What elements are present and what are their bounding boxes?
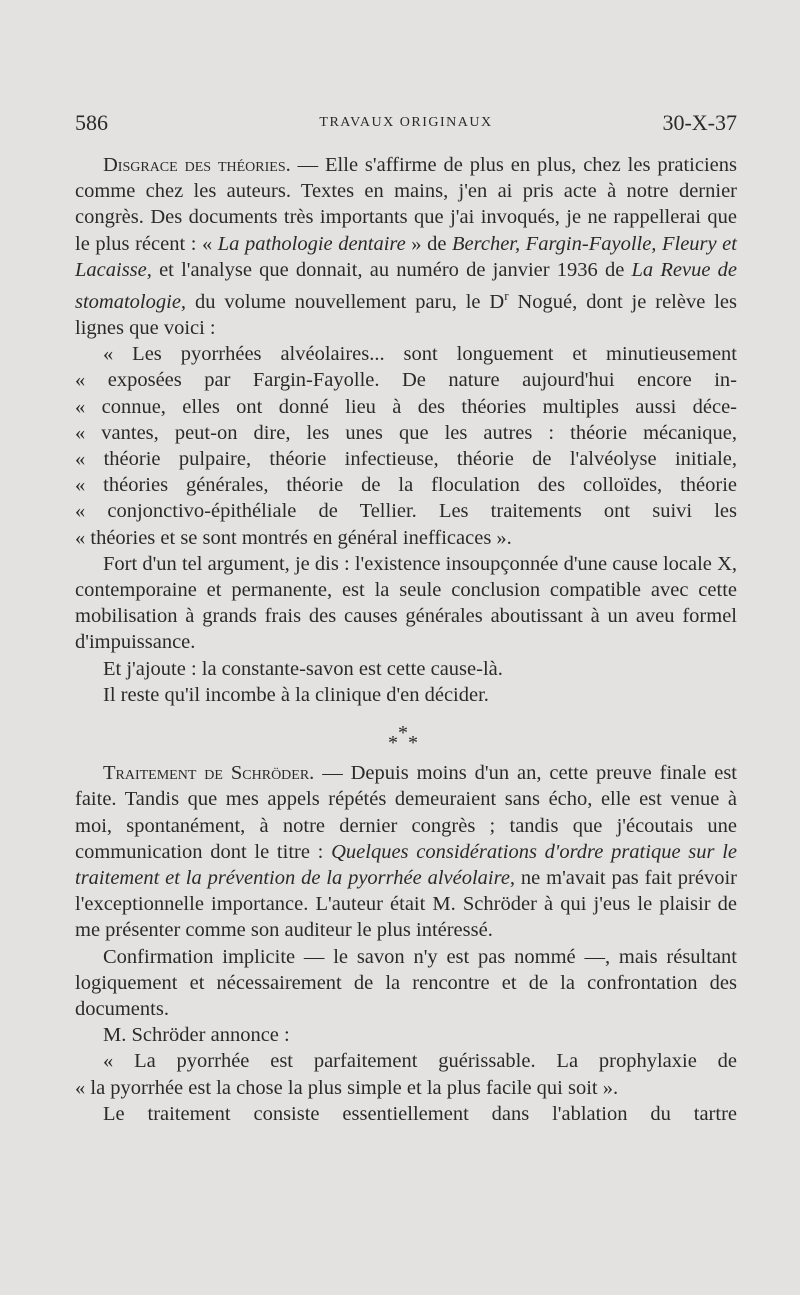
- paragraph-ajoute: Et j'ajoute : la constante-savon est cette cause-là.: [103, 657, 503, 680]
- superscript: r: [504, 288, 509, 304]
- section-heading-disgrace: Disgrace des théories.: [103, 154, 291, 176]
- italic-journal: La Revue de stomatologie,: [75, 258, 737, 313]
- text-run: Nogué, dont je relève les lignes que voici :: [75, 290, 738, 340]
- paragraph-annonce: M. Schröder annonce :: [103, 1024, 290, 1047]
- text-run: » de: [405, 232, 453, 255]
- section-heading-schroder: Traitement de Schröder.: [103, 762, 315, 785]
- text-run: — Elle s'affirme de plus en plus, chez les praticiens comme chez les auteurs. Textes en mains, j'en ai pris acte à notre dernier congrès. Des documents très importants que j'ai invoqués, je ne rappellerai que le plus récent : «: [75, 154, 738, 255]
- quotation-nogue: [75, 341, 737, 551]
- quotation-schroder: [75, 1048, 737, 1100]
- quote-line: « vantes, peut-on dire, les unes que les autres : théorie mécanique,: [75, 421, 737, 444]
- quote-line: « théories et se sont montrés en général inefficaces ».: [75, 526, 512, 549]
- asterism-top: *: [398, 722, 408, 745]
- quote-line: « La pyorrhée est parfaitement guérissable. La prophylaxie de: [103, 1050, 737, 1073]
- issue-date: 30-X-37: [662, 110, 737, 135]
- quote-line: « connue, elles ont donné lieu à des théories multiples aussi déce-: [75, 395, 737, 418]
- page-number: 586: [75, 110, 108, 135]
- paragraph-traitement: Le traitement consiste essentiellement dans l'ablation du tartre: [103, 1102, 737, 1125]
- paragraph-confirmation: Confirmation implicite — le savon n'y est pas nommé —, mais résultant logiquement et nécessairement de la rencontre et de la confrontation des documents.: [75, 945, 737, 1020]
- asterism: [75, 708, 737, 760]
- quote-line: « théories générales, théorie de la floculation des colloïdes, théorie: [75, 474, 737, 497]
- text-run: ne m'avait pas fait prévoir l'exceptionnelle importance. L'auteur était M. Schröder à qui j'eus le plaisir de me présenter comme son auditeur le plus intéressé.: [75, 866, 738, 942]
- quote-line: « exposées par Fargin-Fayolle. De nature aujourd'hui encore in-: [75, 369, 737, 392]
- paragraph-clinique: Il reste qu'il incombe à la clinique d'en décider.: [103, 683, 489, 706]
- page-header: [75, 110, 737, 138]
- quote-line: « théorie pulpaire, théorie infectieuse, théorie de l'alvéolyse initiale,: [75, 448, 737, 471]
- paragraph-disgrace: [75, 152, 737, 341]
- asterism-left: *: [388, 732, 398, 755]
- running-title: TRAVAUX ORIGINAUX: [319, 115, 493, 130]
- paragraph-argument: Fort d'un tel argument, je dis : l'existence insoupçonnée d'une cause locale X, contemporaine et permanente, est la seule conclusion compatible avec cette mobilisation à grands frais des causes générales aboutissant à un aveu formel d'impuissance.: [75, 552, 737, 654]
- italic-authors: Bercher, Fargin-Fayolle, Fleury et Lacaisse,: [75, 232, 737, 281]
- italic-title: Quelques considérations d'ordre pratique sur le traitement et la prévention de la pyorrhée alvéolaire,: [75, 840, 737, 889]
- quote-line: « la pyorrhée est la chose la plus simple et la plus facile qui soit ».: [75, 1076, 619, 1099]
- asterism-right: *: [408, 732, 418, 755]
- text-run: du volume nouvellement paru, le D: [186, 290, 505, 313]
- quote-line: « conjonctivo-épithéliale de Tellier. Les traitements ont suivi les: [75, 500, 737, 523]
- text-run: — Depuis moins d'un an, cette preuve finale est faite. Tandis que mes appels répétés demeuraient sans écho, elle est venue à moi, spontanément, à notre dernier congrès ; tandis que j'écoutais une communication dont le titre :: [75, 762, 738, 863]
- quote-line: « Les pyorrhées alvéolaires... sont longuement et minutieusement: [103, 343, 737, 366]
- italic-title: La pathologie dentaire: [217, 232, 406, 255]
- article-body: [75, 152, 737, 1127]
- paragraph-schroder: [75, 760, 737, 943]
- text-run: et l'analyse que donnait, au numéro de janvier 1936 de: [151, 258, 632, 281]
